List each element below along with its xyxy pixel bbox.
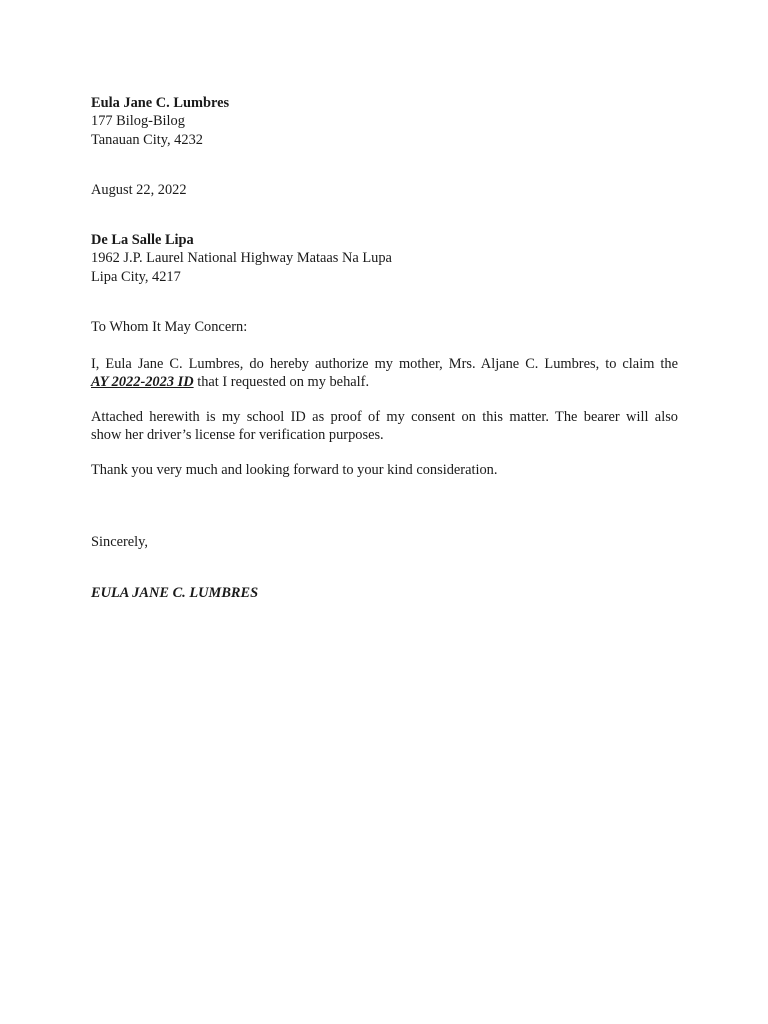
body-paragraph-2 [91,408,678,445]
salutation: To Whom It May Concern: [91,319,248,335]
body-p2-line2: show her driver’s license for verification purposes. [91,427,384,444]
body-p3: Thank you very much and looking forward to your kind consideration. [91,462,498,478]
salutation-block [91,318,678,336]
body-p1-line1: I, Eula Jane C. Lumbres, do hereby authorize my mother, Mrs. Aljane C. Lumbres, to claim the [91,356,678,372]
body-paragraph-3 [91,461,678,479]
sender-block [91,94,678,149]
signature-block [91,584,678,602]
letter-date: August 22, 2022 [91,182,187,198]
signature-name: EULA JANE C. LUMBRES [91,585,259,601]
closing: Sincerely, [91,534,149,550]
sender-address-line1: 177 Bilog-Bilog [91,113,185,130]
id-emphasis: AY 2022-2023 ID [91,374,194,391]
sender-address-line2: Tanauan City, 4232 [91,131,203,148]
date-block [91,181,678,199]
body-paragraph-1 [91,355,678,392]
recipient-block [91,231,678,286]
sender-name: Eula Jane C. Lumbres [91,95,230,111]
body-p1-line2 [91,373,678,391]
body-p1-rest: that I requested on my behalf. [193,374,370,391]
recipient-name: De La Salle Lipa [91,232,194,248]
body-p2-line1: Attached herewith is my school ID as proof of my consent on this matter. The bearer will also [91,409,678,425]
recipient-address-line2: Lipa City, 4217 [91,268,181,285]
closing-block [91,533,678,551]
recipient-address-line1: 1962 J.P. Laurel National Highway Mataas Na Lupa [91,250,392,267]
